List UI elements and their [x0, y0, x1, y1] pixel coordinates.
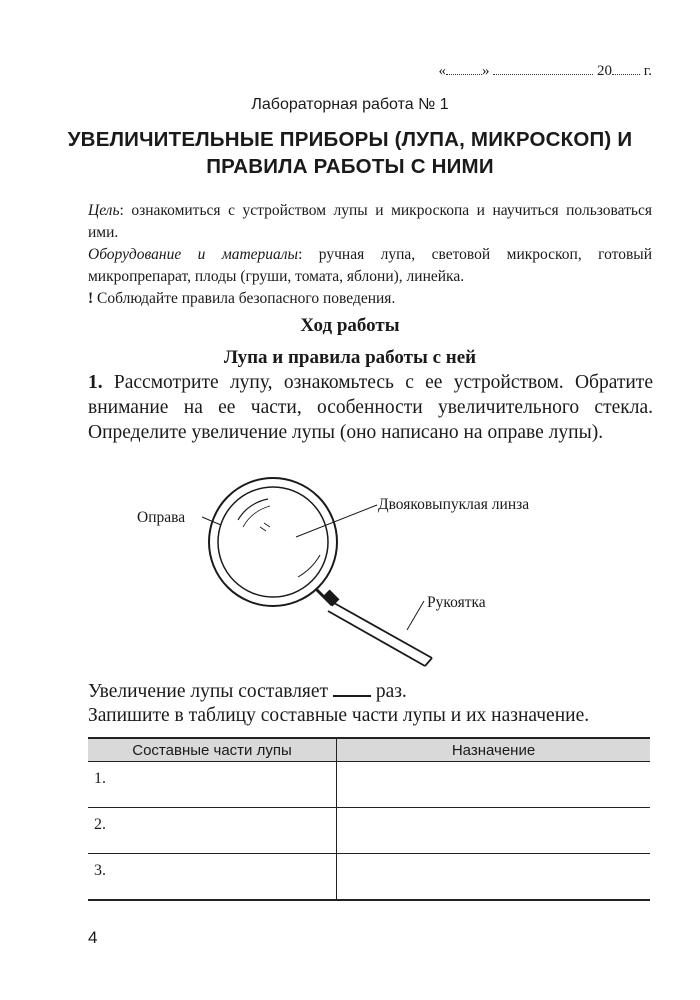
safety-note — [88, 288, 652, 310]
magnifier-lens — [238, 499, 320, 577]
frame-label: Оправа — [137, 509, 186, 526]
purpose-cell[interactable] — [337, 808, 651, 854]
date-year-suffix: г. — [643, 63, 652, 79]
magnifier-frame — [209, 478, 337, 606]
date-month-blank[interactable] — [493, 62, 593, 75]
table-header-row — [88, 738, 650, 762]
table-instruction: Запишите в таблицу составные части лупы и их назначение. — [88, 705, 590, 726]
page-number: 4 — [88, 928, 98, 947]
goal-text: : ознакомиться с устройством лупы и микроскопа и научиться пользоваться ими. — [88, 202, 652, 241]
goal-paragraph — [88, 200, 652, 244]
date-year-prefix: 20 — [597, 63, 613, 79]
task-1 — [88, 370, 653, 445]
task-1-text: Рассмотрите лупу, ознакомьтесь с ее устройством. Обратите внимание на ее части, особенности увеличительного стекла. Определите увеличение лупы (оно написано на оправе лупы). — [88, 372, 653, 443]
parts-table — [88, 737, 650, 901]
safety-text: Соблюдайте правила безопасного поведения. — [93, 290, 396, 307]
leader-lines — [202, 505, 424, 630]
purpose-cell[interactable] — [337, 762, 651, 808]
table-row — [88, 808, 650, 854]
task-1-number: 1. — [88, 372, 103, 393]
exclamation-icon: ! — [88, 290, 94, 307]
goal-label: Цель — [88, 202, 120, 219]
magnifier-heading: Лупа и правила работы с ней — [223, 347, 477, 368]
magnification-blank[interactable] — [333, 677, 371, 697]
magnification-before: Увеличение лупы составляет — [88, 681, 333, 702]
header-purpose: Назначение — [337, 738, 651, 762]
progress-heading: Ход работы — [300, 315, 400, 336]
page-title: УВЕЛИЧИТЕЛЬНЫЕ ПРИБОРЫ (ЛУПА, МИКРОСКОП) И ПРАВИЛА РАБОТЫ С НИМИ — [67, 128, 633, 178]
part-cell[interactable]: 1. — [88, 762, 337, 808]
part-cell[interactable]: 3. — [88, 854, 337, 900]
equipment-paragraph — [88, 244, 652, 288]
date-open-quote: « — [438, 63, 447, 79]
handle-label: Рукоятка — [427, 594, 486, 611]
date-day-blank[interactable] — [446, 62, 482, 75]
table-row — [88, 762, 650, 808]
date-close-quote: » — [482, 63, 490, 79]
table-row — [88, 854, 650, 900]
lab-number: Лабораторная работа № 1 — [251, 96, 449, 113]
magnification-sentence — [88, 677, 653, 704]
magnifier-illustration — [120, 465, 620, 670]
equipment-label: Оборудование и материалы — [88, 246, 299, 263]
purpose-cell[interactable] — [337, 854, 651, 900]
equipment-text: : ручная лупа, световой микроскоп, готовый микропрепарат, плоды (груши, томата, яблони), линейка. — [88, 246, 652, 285]
magnification-after: раз. — [370, 681, 407, 702]
date-line — [300, 62, 652, 80]
magnifier-handle — [316, 589, 432, 666]
date-year-blank[interactable] — [612, 62, 640, 75]
header-parts: Составные части лупы — [88, 738, 337, 762]
lens-label: Двояковыпуклая линза — [378, 496, 530, 513]
part-cell[interactable]: 2. — [88, 808, 337, 854]
